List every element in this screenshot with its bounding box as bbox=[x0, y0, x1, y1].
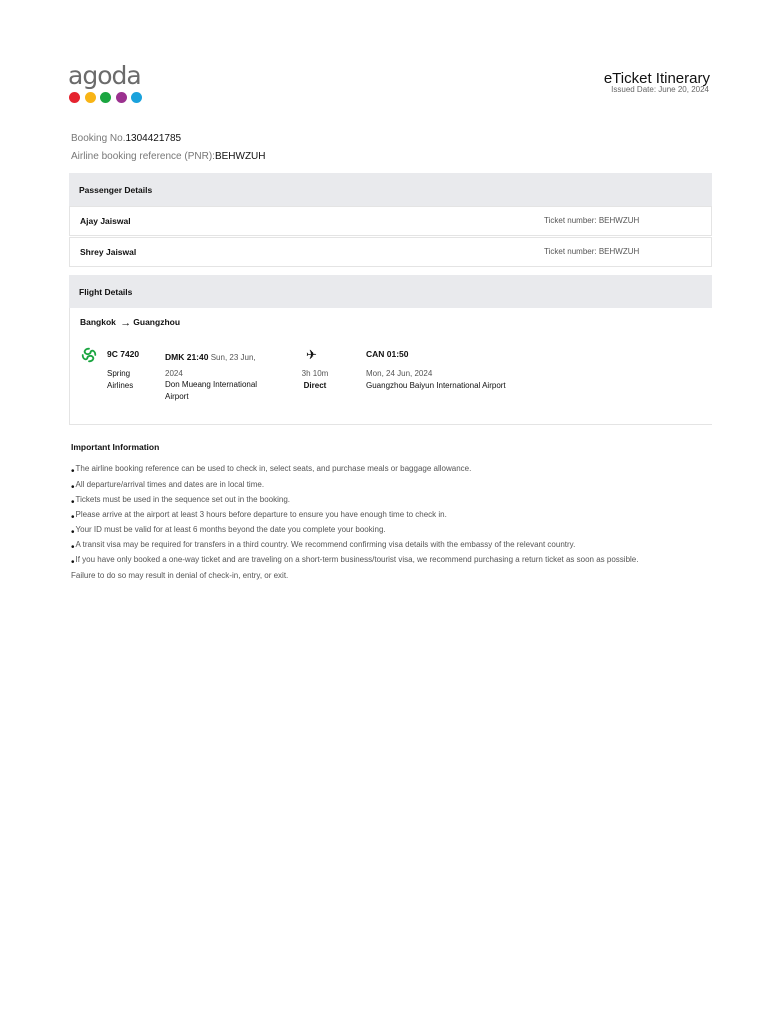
logo-dot-purple bbox=[116, 92, 127, 103]
info-continuation: Failure to do so may result in denial of check-in, entry, or exit. bbox=[71, 571, 289, 580]
info-list-item bbox=[71, 480, 264, 493]
passenger-details-heading: Passenger Details bbox=[69, 173, 712, 206]
spring-airlines-logo-icon bbox=[80, 346, 98, 364]
departure-airport: Don Mueang International Airport bbox=[165, 380, 258, 401]
flight-route bbox=[80, 317, 180, 329]
logo-dots bbox=[69, 92, 142, 103]
info-list-item bbox=[71, 525, 386, 538]
logo-dot-yellow bbox=[85, 92, 96, 103]
flight-duration: 3h 10m bbox=[301, 369, 329, 378]
bullet-icon: • bbox=[71, 557, 75, 568]
route-origin: Bangkok bbox=[80, 317, 116, 327]
arrival-code-time: CAN 01:50 bbox=[366, 349, 409, 359]
flight-number: 9C 7420 bbox=[107, 349, 140, 359]
ticket-number: Ticket number: BEHWZUH bbox=[544, 247, 640, 256]
logo-dot-red bbox=[69, 92, 80, 103]
passenger-row bbox=[69, 206, 712, 236]
stops-label: Direct bbox=[303, 381, 327, 390]
info-text: Your ID must be valid for at least 6 months beyond the date you complete your booking. bbox=[75, 525, 386, 534]
info-list-item bbox=[71, 555, 638, 568]
bullet-icon: • bbox=[71, 512, 75, 523]
info-list-item bbox=[71, 495, 290, 508]
agoda-logo bbox=[68, 63, 148, 107]
pnr-value: BEHWZUH bbox=[214, 151, 266, 162]
info-list-item bbox=[71, 510, 447, 523]
info-text: Please arrive at the airport at least 3 hours before departure to ensure you have enough time to check in. bbox=[75, 510, 447, 519]
passenger-name: Ajay Jaiswal bbox=[80, 216, 131, 226]
info-text: A transit visa may be required for transfers in a third country. We recommend confirming visa details with the embassy of the relevant country. bbox=[75, 540, 576, 549]
airline-name: Spring Airlines bbox=[107, 369, 134, 390]
bullet-icon: • bbox=[71, 482, 75, 493]
flight-details-heading: Flight Details bbox=[69, 275, 712, 308]
logo-wordmark: agoda bbox=[68, 61, 141, 90]
pnr-label: Airline booking reference (PNR): bbox=[71, 151, 215, 162]
passenger-name: Shrey Jaiswal bbox=[80, 247, 137, 257]
booking-number-value: 1304421785 bbox=[125, 133, 182, 144]
booking-number-label: Booking No. bbox=[71, 133, 126, 144]
flight-segment bbox=[69, 308, 712, 425]
bullet-icon: • bbox=[71, 542, 75, 553]
bullet-icon: • bbox=[71, 466, 75, 477]
info-list-item bbox=[71, 540, 575, 553]
info-text: If you have only booked a one-way ticket and are traveling on a short-term business/tourist visa, we recommend purchasing a return ticket as soon as possible. bbox=[75, 555, 639, 564]
info-text: The airline booking reference can be used to check in, select seats, and purchase meals or baggage allowance. bbox=[75, 464, 472, 473]
info-text: Tickets must be used in the sequence set out in the booking. bbox=[75, 495, 291, 504]
departure-time bbox=[165, 349, 275, 382]
arrival-airport: Guangzhou Baiyun International Airport bbox=[366, 381, 506, 390]
route-destination: Guangzhou bbox=[133, 317, 181, 327]
info-list-item bbox=[71, 464, 471, 477]
info-text: All departure/arrival times and dates are in local time. bbox=[75, 480, 265, 489]
passenger-row bbox=[69, 237, 712, 267]
document-title: eTicket Itinerary bbox=[603, 70, 710, 87]
issued-date: Issued Date: June 20, 2024 bbox=[611, 85, 709, 94]
departure-date: Sun, 23 Jun, 2024 bbox=[165, 353, 256, 378]
bullet-icon: • bbox=[71, 527, 75, 538]
arrow-right-icon: → bbox=[120, 317, 132, 329]
bullet-icon: • bbox=[71, 497, 75, 508]
ticket-number: Ticket number: BEHWZUH bbox=[544, 216, 640, 225]
airplane-icon: ✈ bbox=[306, 347, 317, 362]
arrival-date: Mon, 24 Jun, 2024 bbox=[366, 369, 433, 378]
departure-code-time: DMK 21:40 bbox=[165, 352, 209, 362]
booking-number bbox=[71, 133, 181, 144]
logo-dot-blue bbox=[131, 92, 142, 103]
logo-dot-green bbox=[100, 92, 111, 103]
important-info-heading: Important Information bbox=[71, 442, 160, 452]
pnr-reference bbox=[71, 151, 266, 162]
